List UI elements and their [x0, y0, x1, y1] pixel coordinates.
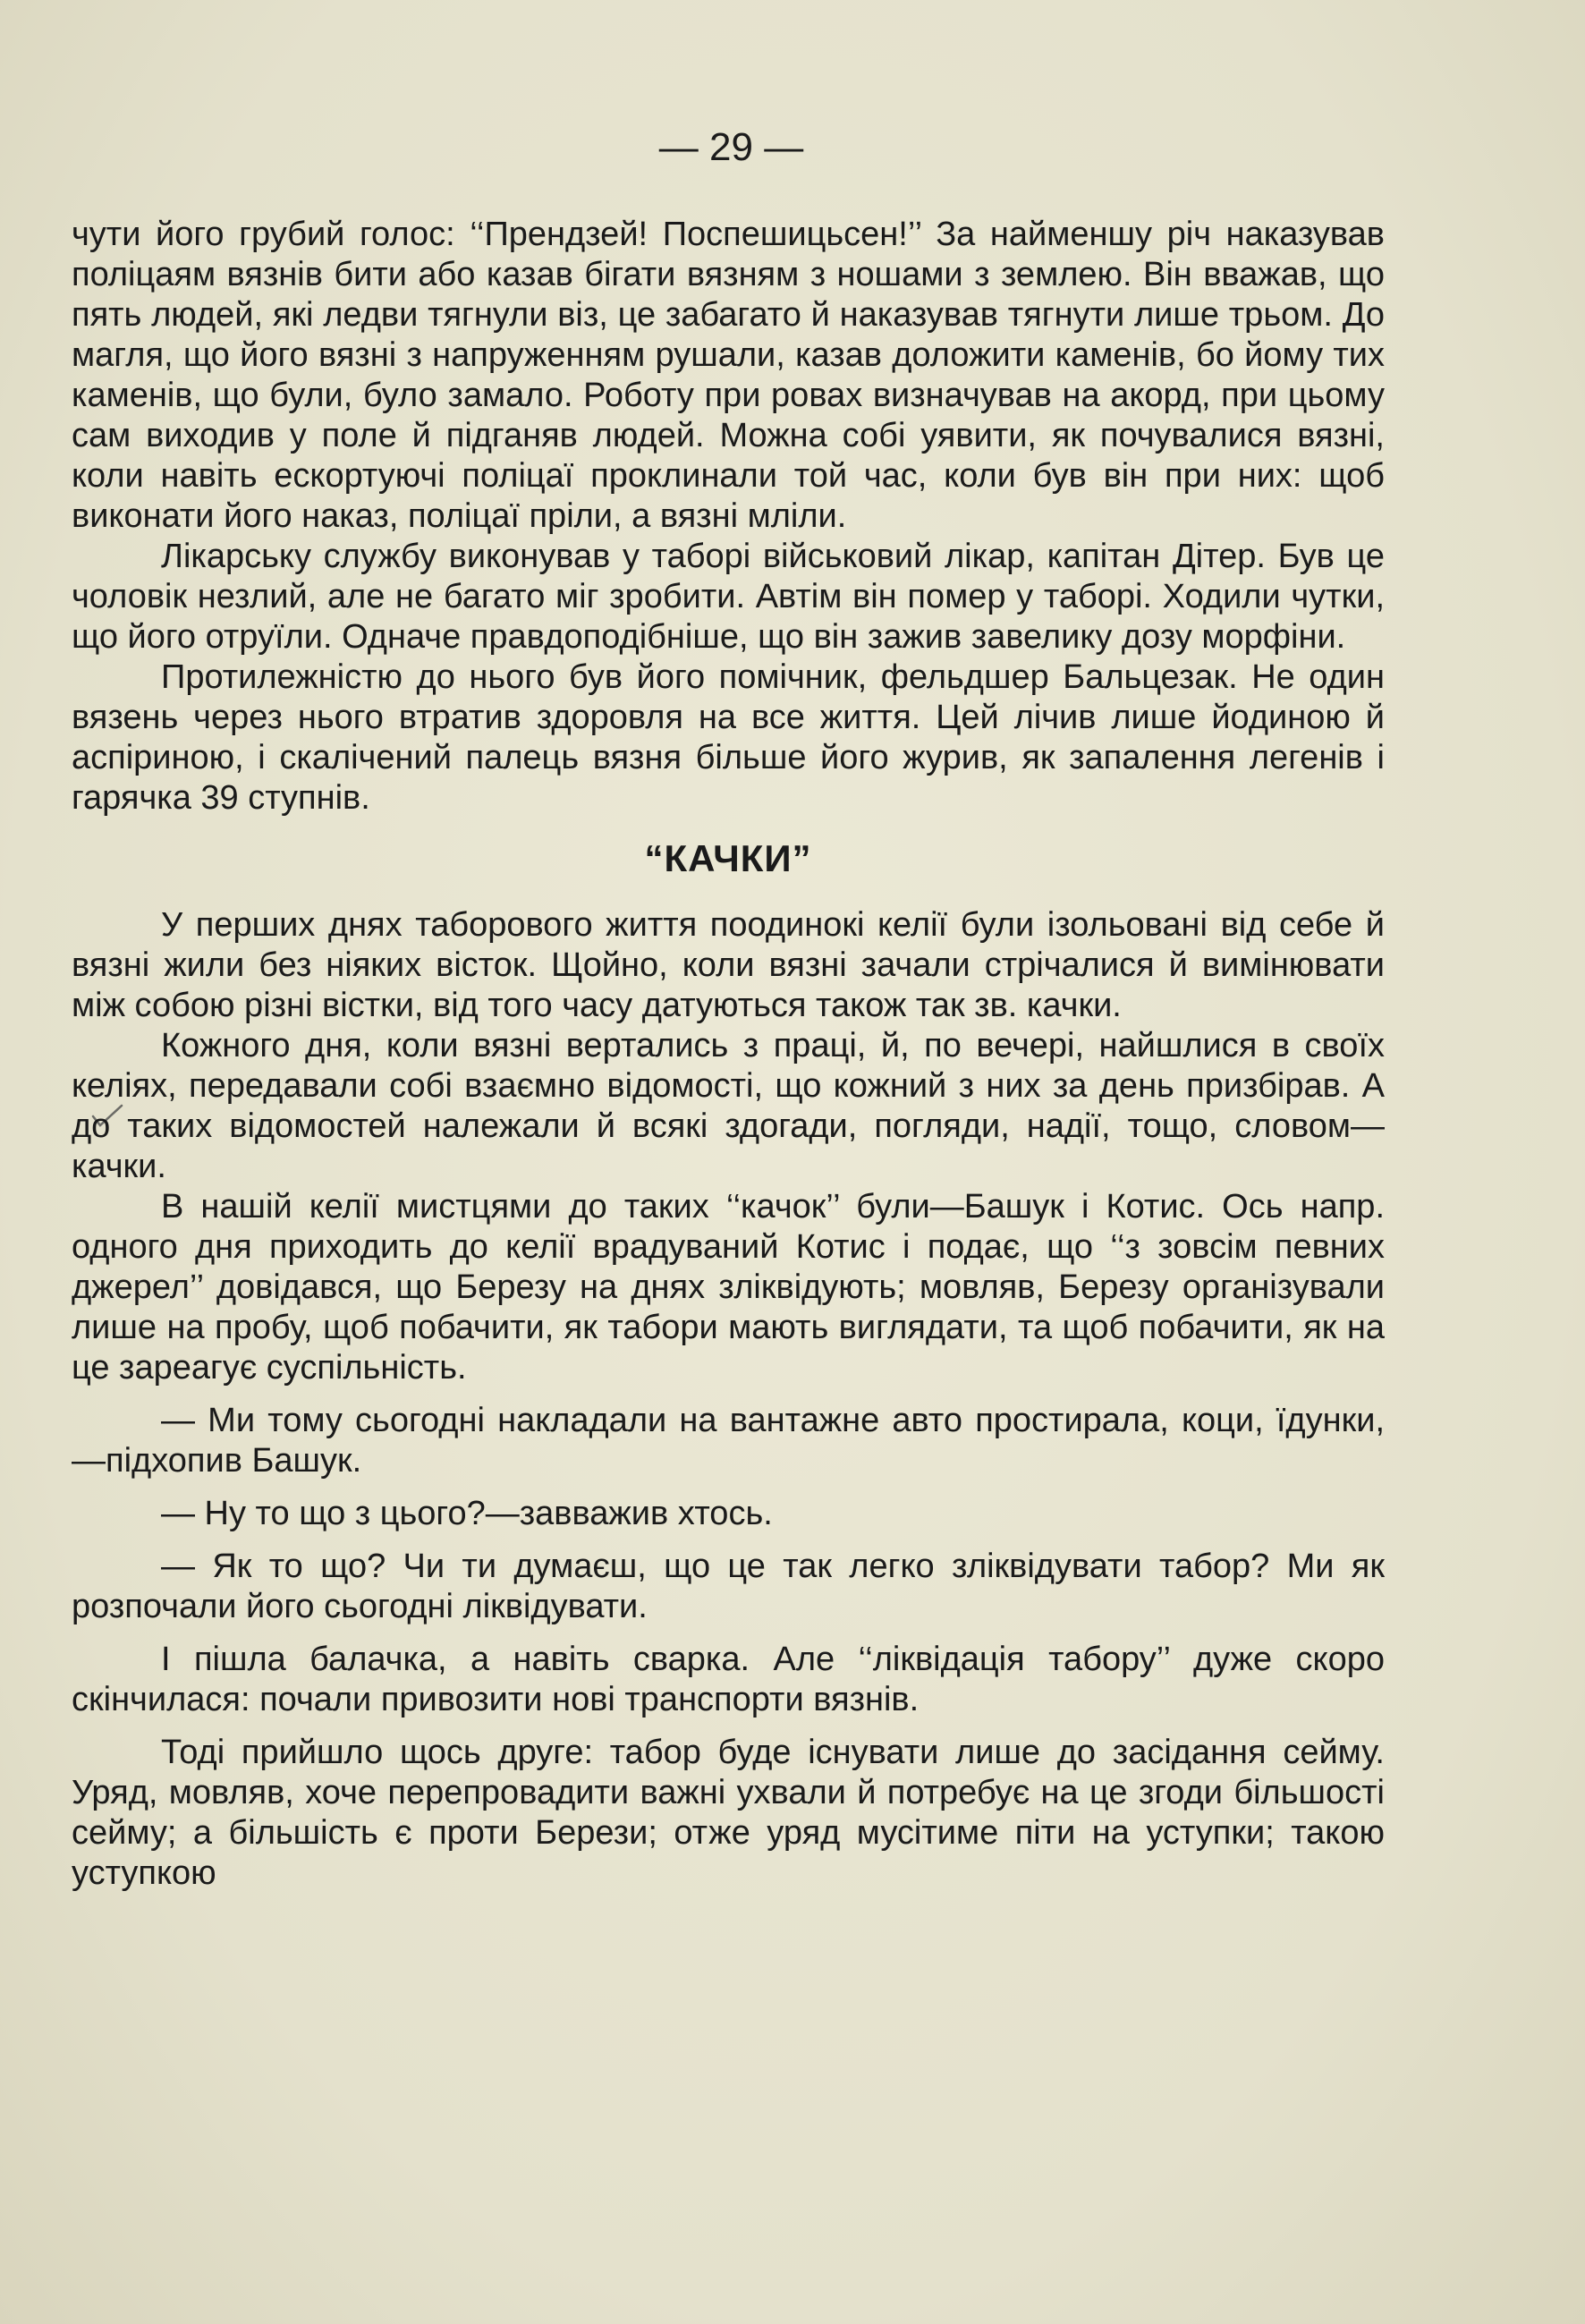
- paragraph: В нашій келії мистцями до таких ‘‘качок’’ були—Башук і Котис. Ось напр. одного дня приходить до келії врадуваний Котис і подає, що ‘‘з зовсім певних джерел’’ довідався, що Березу на днях зліквідують; мовляв, Березу організували лише на пробу, щоб побачити, як табори мають виглядати, та щоб побачити, як на це зареагує суспільність.: [72, 1188, 1385, 1387]
- paragraph: Кожного дня, коли вязні вертались з праці, й, по вечері, найшлися в своїх келіях, передавали собі взаємно відомості, що кожний з них за день призбірав. А до таких відомостей належали й всякі здогади, погляди, надії, тощо, словом—качки.: [72, 1027, 1385, 1185]
- paragraph: Тоді прийшло щось друге: табор буде існувати лише до засідання сейму. Уряд, мовляв, хоче перепровадити важні ухвали й потребує на це згоди більшості сейму; а більшість є проти Берези; отже уряд мусітиме піти на уступки; такою уступкою: [72, 1734, 1385, 1892]
- paragraph: Протилежністю до нього був його помічник, фельдшер Бальцезак. Не один вязень через нього втратив здоровля на все життя. Цей лічив лише йодиною й аспіриною, і скалічений палець вязня більше його журив, як запалення легенів і гарячка 39 ступнів.: [72, 658, 1385, 817]
- dialogue-line: — Ну то що з цього?—завважив хтось.: [161, 1495, 773, 1532]
- section-heading: “КАЧКИ”: [644, 837, 812, 879]
- paragraph: чути його грубий голос: ‘‘Прендзей! Поспешицьсен!’’ За найменшу річ наказував поліцаям вязнів бити або казав бігати вязням з ношами з землею. Він вважав, що пять людей, які ледви тягнули віз, це забагато й наказував тягнути лише трьом. До магля, що його вязні з напруженням рушали, казав доложити каменів, бо йому тих каменів, що були, було замало. Роботу при ровах визначував на акорд, при цьому сам виходив у поле й підганяв людей. Можна собі уявити, як почувалися вязні, коли навіть ескортуючі поліцаї проклинали той час, коли був він при них: щоб виконати його наказ, поліцаї пріли, а вязні мліли.: [72, 216, 1385, 535]
- dialogue-line: — Ми тому сьогодні накладали на вантажне авто простирала, коци, їдунки,—підхопив Башук.: [72, 1402, 1385, 1480]
- page-number: — 29 —: [658, 125, 804, 169]
- paragraph: І пішла балачка, а навіть сварка. Але ‘‘ліквідація табору’’ дуже скоро скінчилася: почали привозити нові транспорти вязнів.: [72, 1641, 1385, 1718]
- dialogue-line: — Як то що? Чи ти думаєш, що це так легко зліквідувати табор? Ми як розпочали його сьогодні ліквідувати.: [72, 1548, 1385, 1625]
- paragraph: У перших днях таборового життя поодинокі келії були ізольовані від себе й вязні жили без ніяких вісток. Щойно, коли вязні зачали стрічалися й вимінювати між собою різні вістки, від того часу датуються також так зв. качки.: [72, 906, 1385, 1024]
- paragraph: Лікарську службу виконував у таборі військовий лікар, капітан Дітер. Був це чоловік незлий, але не багато міг зробити. Автім він помер у таборі. Ходили чутки, що його отруїли. Одначе правдоподібніше, що він зажив завелику дозу морфіни.: [72, 538, 1385, 656]
- body-text: [72, 215, 1385, 1894]
